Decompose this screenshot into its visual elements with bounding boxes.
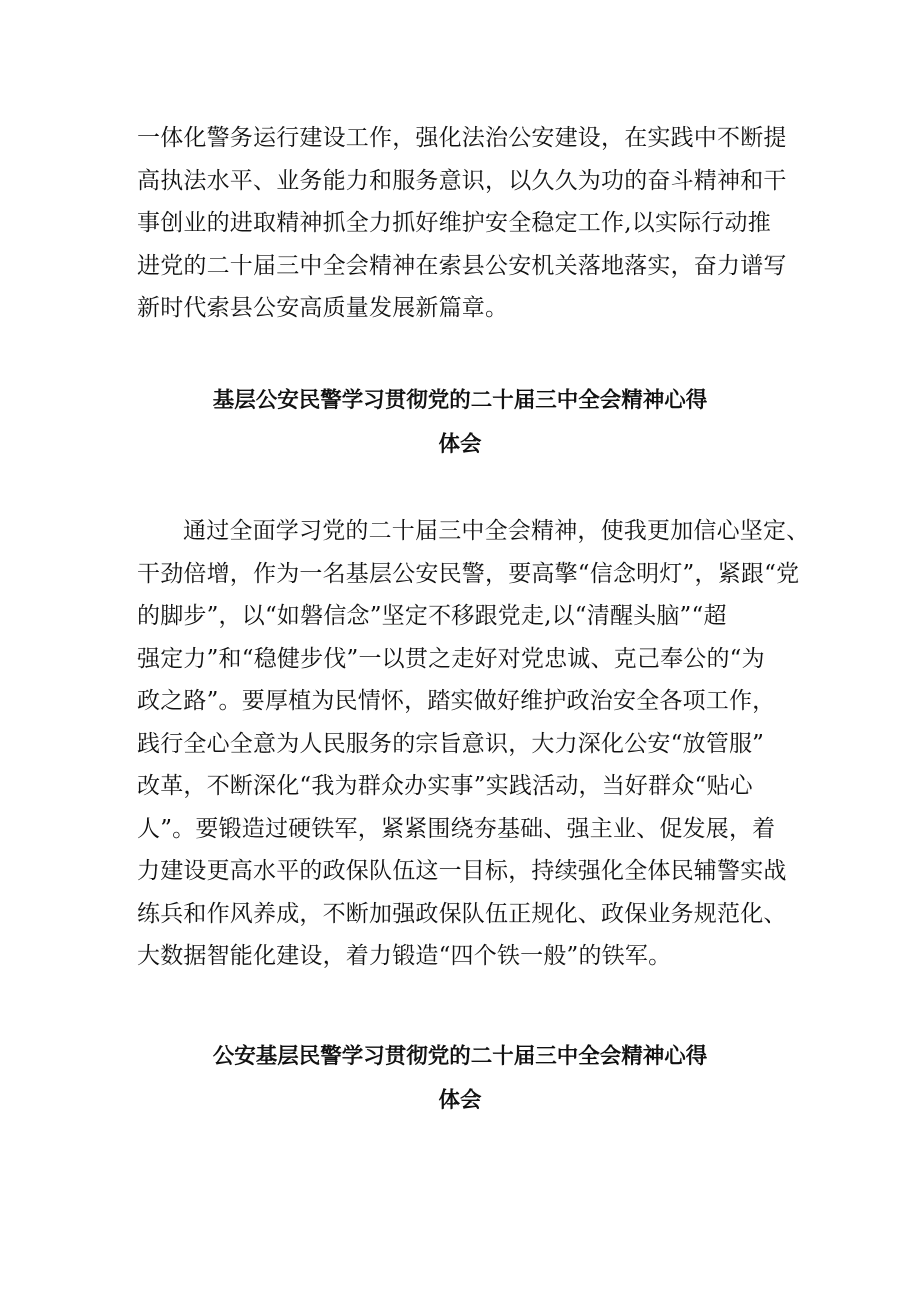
paragraph-line: 练兵和作风养成，不断加强政保队伍正规化、政保业务规范化、	[137, 900, 787, 927]
title-line: 体会	[438, 432, 482, 457]
section1-body	[137, 510, 810, 978]
paragraph-line: 人”。要锻造过硬铁军，紧紧围绕夯基础、强主业、促发展，着	[137, 815, 776, 842]
title-line: 公安基层民警学习贯彻党的二十届三中全会精神心得	[212, 1044, 708, 1069]
paragraph-line: 事创业的进取精神抓全力抓好维护安全稳定工作,以实际行动推	[137, 210, 771, 236]
paragraph-line: 新时代索县公安高质量发展新篇章。	[137, 295, 509, 321]
paragraph-line: 践行全心全意为人民服务的宗旨意识，大力深化公安“放管服”	[137, 730, 765, 757]
section1-title	[0, 379, 920, 467]
paragraph-line: 强定力”和“稳健步伐”一以贯之走好对党忠诚、克己奉公的“为	[137, 645, 765, 672]
intro-paragraph	[137, 117, 787, 330]
title-line: 基层公安民警学习贯彻党的二十届三中全会精神心得	[212, 388, 708, 413]
paragraph-line: 的脚步”，以“如磐信念”坚定不移跟党走,以“清醒头脑”“超	[137, 603, 727, 629]
paragraph-line: 大数据智能化建设，着力锻造“四个铁一般”的铁军。	[137, 943, 672, 969]
section2-title	[0, 1035, 920, 1123]
title-line: 体会	[438, 1088, 482, 1113]
paragraph-line: 通过全面学习党的二十届三中全会精神，使我更加信心坚定、	[183, 518, 810, 544]
paragraph-line: 政之路”。要厚植为民情怀，踏实做好维护政治安全各项工作，	[137, 688, 776, 714]
paragraph-line: 进党的二十届三中全会精神在索县公安机关落地落实，奋力谱写	[137, 252, 787, 279]
paragraph-line: 干劲倍增，作为一名基层公安民警，要高擎“信念明灯”，紧跟“党	[137, 560, 800, 587]
paragraph-line: 高执法水平、业务能力和服务意识，以久久为功的奋斗精神和干	[137, 167, 787, 194]
paragraph-line: 力建设更高水平的政保队伍这一目标，持续强化全体民辅警实战	[137, 858, 787, 884]
paragraph-line: 改革，不断深化“我为群众办实事”实践活动，当好群众“贴心	[137, 773, 753, 799]
paragraph-line: 一体化警务运行建设工作，强化法治公安建设，在实践中不断提	[137, 125, 787, 151]
